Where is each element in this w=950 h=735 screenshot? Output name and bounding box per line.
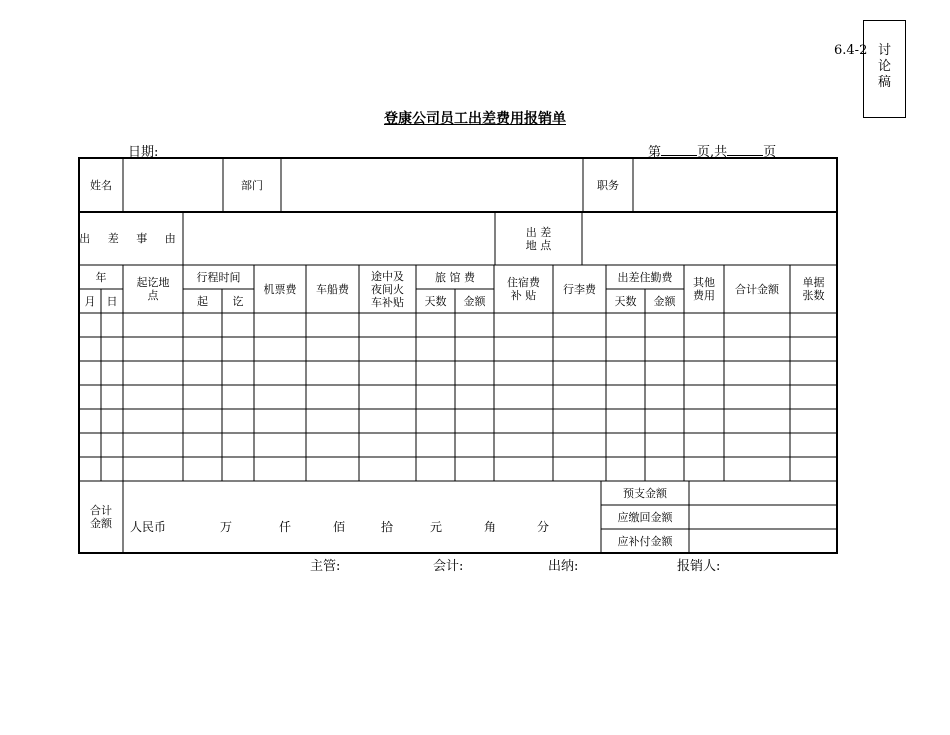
col-lodging-subsidy: 住宿费 补 贴 xyxy=(507,276,540,302)
expense-cell[interactable] xyxy=(123,433,183,457)
expense-cell[interactable] xyxy=(306,361,359,385)
expense-cell[interactable] xyxy=(790,457,837,481)
col-year: 年 xyxy=(95,270,107,284)
col-hotel: 旅 馆 费 xyxy=(435,270,475,284)
expense-cell[interactable] xyxy=(684,409,724,433)
expense-cell[interactable] xyxy=(606,313,645,337)
total-amount-label: 合计 金额 xyxy=(90,504,112,530)
expense-cell[interactable] xyxy=(222,409,254,433)
expense-cell[interactable] xyxy=(101,433,123,457)
expense-cell[interactable] xyxy=(606,361,645,385)
expense-cell[interactable] xyxy=(494,361,553,385)
expense-cell[interactable] xyxy=(183,313,222,337)
col-day: 日 xyxy=(106,294,118,308)
dept-label: 部门 xyxy=(241,178,263,192)
trip-place-label: 出 差 地 点 xyxy=(525,225,552,252)
expense-cell[interactable] xyxy=(101,457,123,481)
col-att-amount: 金额 xyxy=(653,294,676,308)
expense-cell[interactable] xyxy=(553,433,606,457)
page-number-blank[interactable] xyxy=(661,144,697,156)
expense-cell[interactable] xyxy=(494,457,553,481)
expense-cell[interactable] xyxy=(254,433,306,457)
expense-cell[interactable] xyxy=(222,385,254,409)
page-mid: 页,共 xyxy=(697,145,728,160)
col-month: 月 xyxy=(84,294,96,308)
expense-cell[interactable] xyxy=(494,409,553,433)
trip-reason-label: 出 差 事 由 xyxy=(79,232,183,245)
expense-cell[interactable] xyxy=(645,337,684,361)
rmb-label: 人民币 xyxy=(130,519,167,534)
col-total: 合计金额 xyxy=(735,282,779,296)
document-code: 6.4-2 xyxy=(834,43,868,58)
expense-cell[interactable] xyxy=(684,337,724,361)
col-other: 其他 费用 xyxy=(693,276,715,302)
expense-cell[interactable] xyxy=(359,361,416,385)
expense-cell[interactable] xyxy=(79,361,101,385)
expense-cell[interactable] xyxy=(790,433,837,457)
expense-cell[interactable] xyxy=(606,457,645,481)
page-prefix: 第 xyxy=(648,145,662,160)
expense-cell[interactable] xyxy=(306,385,359,409)
page-total-blank[interactable] xyxy=(727,144,763,156)
reimburse-amount-field[interactable] xyxy=(689,529,837,553)
page-suffix: 页 xyxy=(763,145,777,160)
expense-cell[interactable] xyxy=(724,433,790,457)
expense-cell[interactable] xyxy=(645,433,684,457)
expense-cell[interactable] xyxy=(416,361,455,385)
col-attendance: 出差住勤费 xyxy=(617,270,673,284)
expense-cell[interactable] xyxy=(724,313,790,337)
date-label: 日期: xyxy=(128,145,159,160)
col-luggage: 行李费 xyxy=(563,282,596,296)
position-field[interactable] xyxy=(633,158,837,212)
draft-stamp xyxy=(863,20,906,118)
expense-cell[interactable] xyxy=(494,433,553,457)
expense-cell[interactable] xyxy=(222,313,254,337)
unit-shi: 拾 xyxy=(380,519,393,534)
expense-cell[interactable] xyxy=(254,385,306,409)
name-field[interactable] xyxy=(123,158,223,212)
expense-cell[interactable] xyxy=(254,313,306,337)
expense-cell[interactable] xyxy=(254,337,306,361)
position-label: 职务 xyxy=(597,178,619,192)
expense-cell[interactable] xyxy=(684,433,724,457)
expense-cell[interactable] xyxy=(416,385,455,409)
trip-reason-field[interactable] xyxy=(183,212,495,265)
expense-cell[interactable] xyxy=(553,385,606,409)
unit-yuan: 元 xyxy=(429,519,442,534)
advance-amount-label: 预支金额 xyxy=(623,486,667,500)
expense-cell[interactable] xyxy=(455,457,494,481)
expense-cell[interactable] xyxy=(724,385,790,409)
expense-cell[interactable] xyxy=(183,385,222,409)
expense-cell[interactable] xyxy=(553,313,606,337)
expense-cell[interactable] xyxy=(222,457,254,481)
cashier-signature-label: 出纳: xyxy=(548,559,579,574)
expense-cell[interactable] xyxy=(359,385,416,409)
col-receipts: 单据 张数 xyxy=(802,276,825,302)
expense-cell[interactable] xyxy=(724,361,790,385)
expense-cell[interactable] xyxy=(306,337,359,361)
expense-cell[interactable] xyxy=(606,385,645,409)
expense-cell[interactable] xyxy=(494,313,553,337)
expense-cell[interactable] xyxy=(123,313,183,337)
expense-cell[interactable] xyxy=(790,385,837,409)
expense-cell[interactable] xyxy=(645,313,684,337)
col-vehicle-fare: 车船费 xyxy=(316,282,349,296)
expense-cell[interactable] xyxy=(183,337,222,361)
expense-cell[interactable] xyxy=(455,409,494,433)
expense-cell[interactable] xyxy=(790,409,837,433)
expense-cell[interactable] xyxy=(645,361,684,385)
expense-cell[interactable] xyxy=(101,337,123,361)
col-air-fare: 机票费 xyxy=(263,282,297,296)
expense-cell[interactable] xyxy=(222,337,254,361)
col-att-days: 天数 xyxy=(614,294,637,308)
expense-cell[interactable] xyxy=(306,433,359,457)
expense-cell[interactable] xyxy=(123,457,183,481)
expense-cell[interactable] xyxy=(455,337,494,361)
expense-cell[interactable] xyxy=(101,313,123,337)
expense-cell[interactable] xyxy=(183,409,222,433)
col-night-train-subsidy: 途中及 夜间火 车补贴 xyxy=(371,269,404,309)
unit-bai: 佰 xyxy=(332,519,345,534)
expense-cell[interactable] xyxy=(684,313,724,337)
unit-jiao: 角 xyxy=(483,519,496,534)
expense-cell[interactable] xyxy=(183,361,222,385)
expense-cell[interactable] xyxy=(79,457,101,481)
expense-cell[interactable] xyxy=(494,337,553,361)
expense-cell[interactable] xyxy=(684,361,724,385)
expense-cell[interactable] xyxy=(455,385,494,409)
expense-cell[interactable] xyxy=(254,457,306,481)
expense-cell[interactable] xyxy=(101,361,123,385)
expense-cell[interactable] xyxy=(684,457,724,481)
claimant-signature-label: 报销人: xyxy=(677,559,721,574)
expense-cell[interactable] xyxy=(123,409,183,433)
expense-cell[interactable] xyxy=(101,385,123,409)
col-trip-end: 讫 xyxy=(232,294,244,308)
unit-qian: 仟 xyxy=(278,519,291,534)
expense-cell[interactable] xyxy=(790,313,837,337)
expense-cell[interactable] xyxy=(359,457,416,481)
expense-cell[interactable] xyxy=(101,409,123,433)
reimburse-amount-label: 应补付金额 xyxy=(617,534,673,548)
accountant-signature-label: 会计: xyxy=(433,559,464,574)
expense-cell[interactable] xyxy=(790,361,837,385)
expense-cell[interactable] xyxy=(455,433,494,457)
refund-amount-label: 应缴回金额 xyxy=(617,510,673,524)
date-field[interactable] xyxy=(128,141,648,158)
expense-cell[interactable] xyxy=(790,337,837,361)
col-route: 起讫地 点 xyxy=(136,276,170,302)
expense-cell[interactable] xyxy=(724,457,790,481)
unit-wan: 万 xyxy=(219,519,232,534)
expense-cell[interactable] xyxy=(79,337,101,361)
expense-cell[interactable] xyxy=(222,433,254,457)
expense-cell[interactable] xyxy=(606,337,645,361)
expense-cell[interactable] xyxy=(306,457,359,481)
expense-cell[interactable] xyxy=(553,409,606,433)
expense-cell[interactable] xyxy=(254,361,306,385)
expense-cell[interactable] xyxy=(123,385,183,409)
expense-cell[interactable] xyxy=(553,361,606,385)
expense-cell[interactable] xyxy=(222,361,254,385)
expense-cell[interactable] xyxy=(79,433,101,457)
name-label: 姓名 xyxy=(90,178,112,192)
expense-cell[interactable] xyxy=(416,409,455,433)
expense-cell[interactable] xyxy=(455,313,494,337)
col-trip-time: 行程时间 xyxy=(196,270,241,284)
expense-cell[interactable] xyxy=(455,361,494,385)
expense-cell[interactable] xyxy=(359,313,416,337)
expense-cell[interactable] xyxy=(359,337,416,361)
expense-cell[interactable] xyxy=(724,409,790,433)
refund-amount-field[interactable] xyxy=(689,505,837,529)
expense-cell[interactable] xyxy=(359,409,416,433)
col-hotel-amount: 金额 xyxy=(463,294,486,308)
expense-cell[interactable] xyxy=(183,457,222,481)
draft-char-3: 稿 xyxy=(877,75,891,90)
expense-cell[interactable] xyxy=(306,409,359,433)
expense-cell[interactable] xyxy=(183,433,222,457)
expense-cell[interactable] xyxy=(494,385,553,409)
expense-cell[interactable] xyxy=(606,409,645,433)
expense-cell[interactable] xyxy=(553,337,606,361)
expense-cell[interactable] xyxy=(645,385,684,409)
expense-cell[interactable] xyxy=(553,457,606,481)
expense-cell[interactable] xyxy=(645,409,684,433)
col-hotel-days: 天数 xyxy=(424,294,447,308)
expense-cell[interactable] xyxy=(123,361,183,385)
draft-char-1: 讨 xyxy=(877,43,891,58)
expense-cell[interactable] xyxy=(79,409,101,433)
expense-cell[interactable] xyxy=(254,409,306,433)
draft-char-2: 论 xyxy=(877,59,891,74)
expense-cell[interactable] xyxy=(416,457,455,481)
expense-cell[interactable] xyxy=(724,337,790,361)
expense-cell[interactable] xyxy=(416,313,455,337)
advance-amount-field[interactable] xyxy=(689,481,837,505)
expense-cell[interactable] xyxy=(606,433,645,457)
expense-cell[interactable] xyxy=(79,385,101,409)
trip-place-field[interactable] xyxy=(582,212,837,265)
form-title: 登康公司员工出差费用报销单 xyxy=(384,111,566,127)
expense-cell[interactable] xyxy=(684,385,724,409)
expense-cell[interactable] xyxy=(645,457,684,481)
expense-cell[interactable] xyxy=(416,337,455,361)
expense-cell[interactable] xyxy=(416,433,455,457)
expense-cell[interactable] xyxy=(306,313,359,337)
unit-fen: 分 xyxy=(536,519,549,534)
expense-cell[interactable] xyxy=(123,337,183,361)
col-trip-start: 起 xyxy=(197,294,208,308)
supervisor-signature-label: 主管: xyxy=(310,559,341,574)
expense-cell[interactable] xyxy=(359,433,416,457)
dept-field[interactable] xyxy=(281,158,583,212)
expense-cell[interactable] xyxy=(79,313,101,337)
